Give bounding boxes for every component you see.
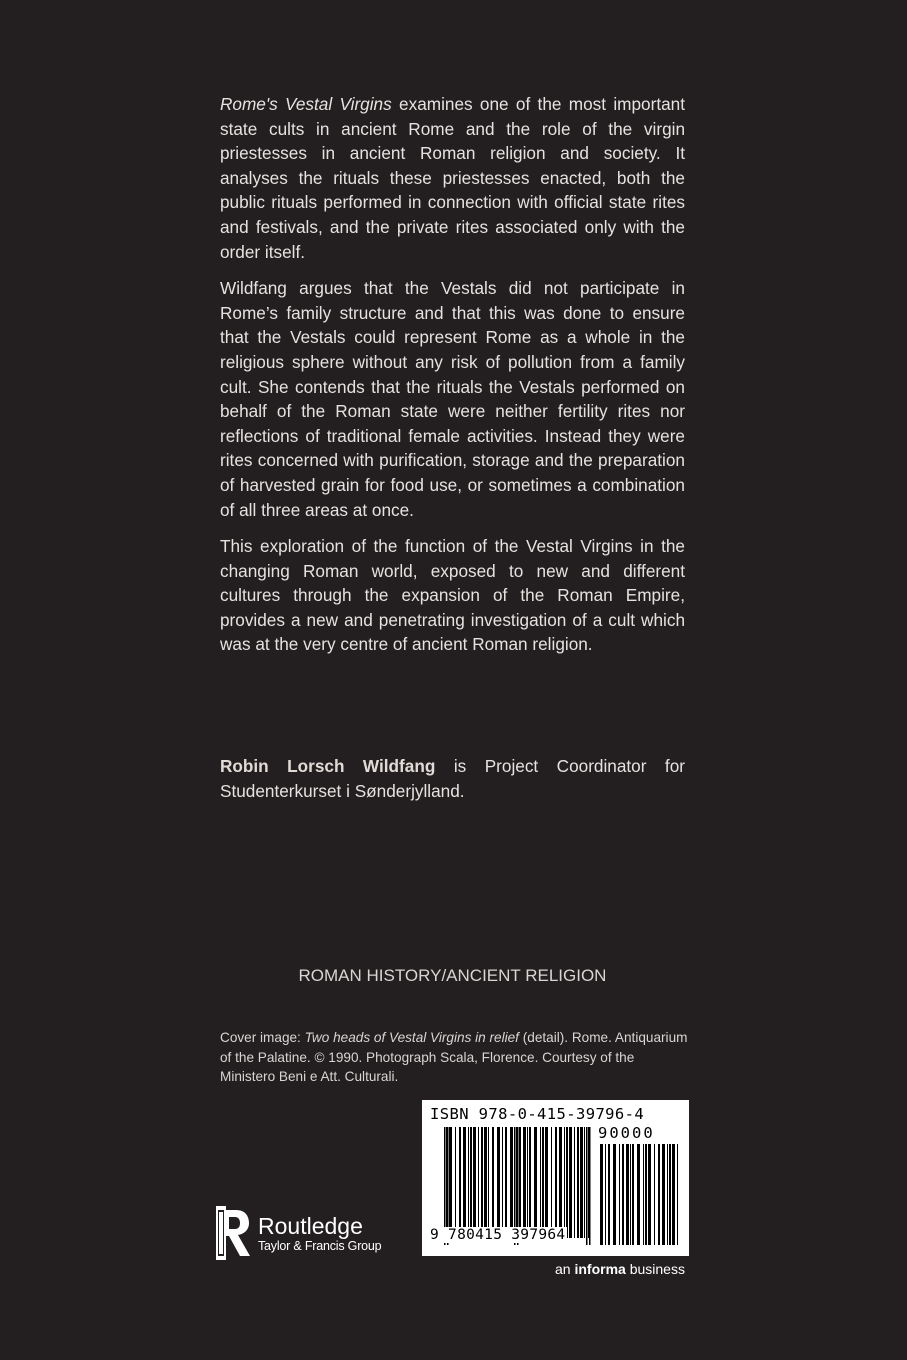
tagline-suffix: business [625,1261,685,1277]
book-title-italic: Rome's Vestal Virgins [220,94,392,114]
publisher-text [258,1213,381,1253]
informa-brand: informa [574,1261,626,1277]
subject-category: ROMAN HISTORY/ANCIENT RELIGION [298,966,607,985]
barcode-bar [658,1144,660,1245]
barcode-bar [564,1127,565,1238]
barcode-bar [545,1127,548,1238]
routledge-r-logo-icon [216,1206,252,1260]
credit-rest: (detail). Rome. Antiquarium of the Palatine. © 1990. Photograph Scala, Florence. Courtesy of the Ministero Beni e Att. Culturali. [220,1030,688,1084]
barcode-bar [527,1127,528,1238]
barcode-bar [468,1127,469,1238]
barcode-bar [643,1144,644,1245]
barcode-bar [455,1127,456,1238]
isbn-barcode [422,1100,689,1256]
barcode-bar [667,1144,668,1245]
barcode-bar [626,1144,629,1245]
barcode-bar [459,1127,461,1238]
barcode-bar [473,1127,476,1238]
barcode-bar [470,1127,472,1238]
barcode-bar [478,1127,479,1238]
author-name: Robin Lorsch Wildfang [220,756,436,776]
author-bio [220,754,685,803]
blurb-paragraph-3: This exploration of the function of the Vestal Virgins in the changing Roman world, exposed to new and different cultures through the expansion of the Roman Empire, provides a new and penetrating investigation of a cult which was at the very centre of ancient Roman religion. [220,536,685,655]
barcode-bar [600,1144,603,1245]
barcode-bar [648,1144,651,1245]
barcode-bar [613,1144,616,1245]
barcode-bar [630,1144,631,1245]
tagline-prefix: an [555,1261,575,1277]
publisher-group: Taylor & Francis Group [258,1239,382,1253]
blurb-paragraph-1 [220,92,685,264]
barcode-bar [637,1144,640,1245]
barcode-bar [540,1127,541,1238]
barcode-bar [622,1144,624,1245]
publisher-logo [216,1206,381,1260]
barcode-bar [574,1127,575,1238]
barcode-bar [645,1144,647,1245]
barcode-bar [559,1127,562,1238]
barcode-bar [534,1127,537,1238]
barcode-bar [481,1127,483,1238]
barcode-bar [516,1127,517,1238]
barcode-bar [529,1127,531,1238]
barcode-bar [632,1144,634,1245]
barcode-bar [510,1127,513,1238]
blurb-p1-text: examines one of the most important state cults in ancient Rome and the role of the virgin priestesses in ancient Roman religion and society. It analyses the rituals these priestesses enacted, both the public rituals performed in connection with official state rites and festivals, and the private rites associated only with the order itself. [220,94,685,262]
barcode-guard-bar [586,1127,588,1245]
barcode-bar [605,1144,606,1245]
barcode-bar [677,1144,678,1245]
credit-prefix: Cover image: [220,1030,305,1045]
barcode-bar [484,1127,487,1238]
publisher-name: Routledge [258,1213,363,1239]
barcode-bar [519,1127,521,1238]
barcode-bar [555,1127,557,1238]
barcode-bar [619,1144,620,1245]
barcode-bar [505,1127,507,1238]
barcode-bar [580,1127,583,1238]
barcode-bar [566,1127,568,1238]
barcode-bar [569,1127,572,1238]
barcode-bar [542,1127,544,1238]
back-cover-blurb [220,92,685,669]
credit-title: Two heads of Vestal Virgins in relief [304,1030,519,1045]
barcode-bar [584,1127,585,1238]
barcode-bar [577,1127,579,1238]
barcode-bar [662,1144,665,1245]
informa-tagline [555,1261,685,1277]
barcode-bar [551,1127,552,1238]
blurb-paragraph-2: Wildfang argues that the Vestals did not participate in Rome’s family structure and that this was done to ensure that the Vestals could represent Rome as a whole in the religious sphere without any risk of pollution from a family cult. She contends that the rituals the Vestals performed on behalf of the Roman state were neither fertility rites nor reflections of traditional female activities. Instead they were rites concerned with purification, storage and the preparation of harvested grain for food use, or sometimes a combination of all three areas at once. [220,278,685,520]
ean-number: 9 780415 397964 [430,1227,566,1243]
barcode-bar [608,1144,610,1245]
author-bio-text: is Project Coordinator for Studenterkurset i Sønderjylland. [220,756,685,801]
barcode-bar [463,1127,466,1238]
barcode-bar [669,1144,671,1245]
isbn-text: ISBN 978-0-415-39796-4 [430,1105,645,1123]
barcode-bar [672,1144,675,1245]
barcode-bar [488,1127,489,1238]
barcode-bar [523,1127,526,1238]
barcode-bar [449,1127,452,1238]
barcode-bar [497,1127,500,1238]
barcode-bar [502,1127,503,1238]
barcode-supplement-number: 90000 [598,1124,655,1142]
cover-image-credit [220,1028,690,1087]
barcode-bar [492,1127,494,1238]
barcode-bar [654,1144,655,1245]
barcode-guard-bar [589,1127,591,1245]
